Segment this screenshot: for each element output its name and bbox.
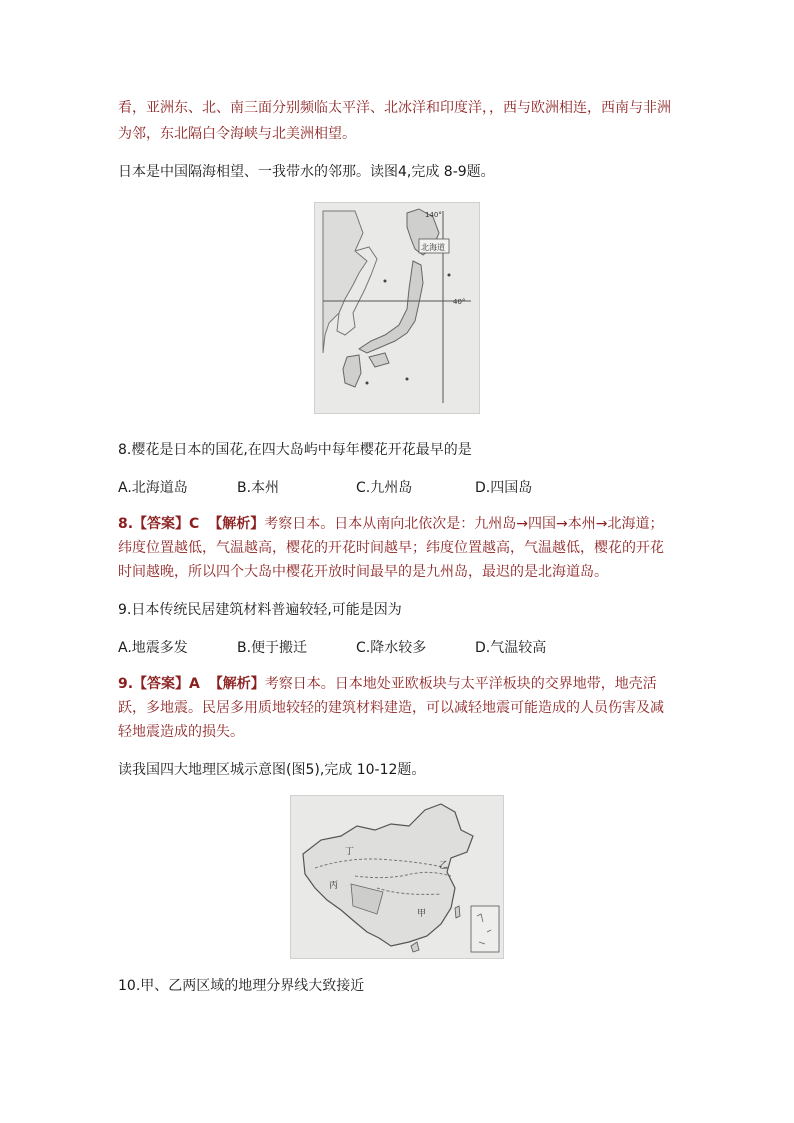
q9-option-d: D.气温较高 bbox=[475, 640, 547, 656]
mainland-shape bbox=[323, 211, 367, 353]
q9-stem: 9.日本传统民居建筑材料普遍较轻,可能是因为 bbox=[118, 602, 402, 618]
q8-analysis-text-1: 考察日本。日本从南向北依次是：九州岛→四国→本州→北海道； bbox=[264, 516, 664, 532]
japan-map bbox=[315, 203, 479, 413]
island-shape bbox=[411, 942, 419, 952]
q8-stem: 8.樱花是日本的国花,在四大岛屿中每年樱花开花最早的是 bbox=[118, 442, 472, 458]
q8-analysis-label: 【解析】 bbox=[208, 516, 265, 532]
map-dot bbox=[406, 378, 409, 381]
latitude-label: 40° bbox=[453, 298, 466, 306]
q8-option-b: B.本州 bbox=[237, 480, 280, 496]
q9-option-c: C.降水较多 bbox=[356, 640, 427, 656]
q9-analysis-line-2: 跃，多地震。民居多用质地较轻的建筑材料建造，可以减轻地震可能造成的人员伤害及减 bbox=[118, 700, 664, 716]
q8-options bbox=[118, 478, 594, 498]
q8-option-c: C.九州岛 bbox=[356, 480, 413, 496]
china-map-figure bbox=[290, 795, 504, 959]
q9-options bbox=[118, 638, 594, 658]
box-label: 北海道 bbox=[421, 243, 445, 252]
map-dot bbox=[384, 280, 387, 283]
region-label-yi: 乙 bbox=[439, 861, 449, 871]
q8-analysis-line-2: 纬度位置越低，气温越高，樱花的开花时间越早；纬度位置越高，气温越低，樱花的开花 bbox=[118, 540, 664, 556]
map-dot bbox=[366, 382, 369, 385]
q9-analysis-line-3: 轻地震造成的损失。 bbox=[118, 724, 244, 740]
q9-option-a: A.地震多发 bbox=[118, 640, 188, 656]
japan-intro: 日本是中国隔海相望、一我带水的邻那。读图4,完成 8-9题。 bbox=[118, 164, 495, 180]
q9-option-b: B.便于搬迁 bbox=[237, 640, 308, 656]
region-label-jia: 甲 bbox=[417, 909, 427, 919]
q9-answer-label: 9.【答案】A bbox=[118, 676, 200, 692]
intro-answer-line-2: 为邻，东北隔白令海峡与北美洲相望。 bbox=[118, 126, 356, 142]
island-shape bbox=[455, 906, 460, 918]
inset-box bbox=[471, 906, 499, 952]
q9-analysis-text-1: 考察日本。日本地处亚欧板块与太平洋板块的交界地带，地壳活 bbox=[264, 676, 657, 692]
region-label-ding: 丁 bbox=[345, 847, 355, 857]
q8-analysis-line-1 bbox=[118, 514, 663, 534]
intro-answer-line-1: 看，亚洲东、北、南三面分别频临太平洋、北冰洋和印度洋，，西与欧洲相连，西南与非洲 bbox=[118, 100, 671, 116]
china-outline bbox=[303, 804, 473, 946]
region-label-bing: 丙 bbox=[329, 881, 339, 891]
longitude-label: 140° bbox=[425, 211, 442, 219]
q9-analysis-label: 【解析】 bbox=[208, 676, 265, 692]
japan-map-figure bbox=[314, 202, 480, 414]
map-dot bbox=[448, 274, 451, 277]
kyushu-shape bbox=[343, 355, 361, 387]
q8-option-d: D.四国岛 bbox=[475, 480, 533, 496]
q9-analysis-line-1 bbox=[118, 674, 657, 694]
shikoku-shape bbox=[369, 353, 389, 367]
q8-analysis-line-3: 时间越晚，所以四个大岛中樱花开放时间最早的是九州岛，最迟的是北海道岛。 bbox=[118, 564, 608, 580]
q10-stem: 10.甲、乙两区域的地理分界线大致接近 bbox=[118, 978, 365, 994]
china-map bbox=[291, 796, 503, 958]
honshu-shape bbox=[359, 261, 423, 353]
china-intro: 读我国四大地理区城示意图(图5),完成 10-12题。 bbox=[118, 762, 426, 778]
q8-option-a: A.北海道岛 bbox=[118, 480, 188, 496]
q8-answer-label: 8.【答案】C bbox=[118, 516, 200, 532]
